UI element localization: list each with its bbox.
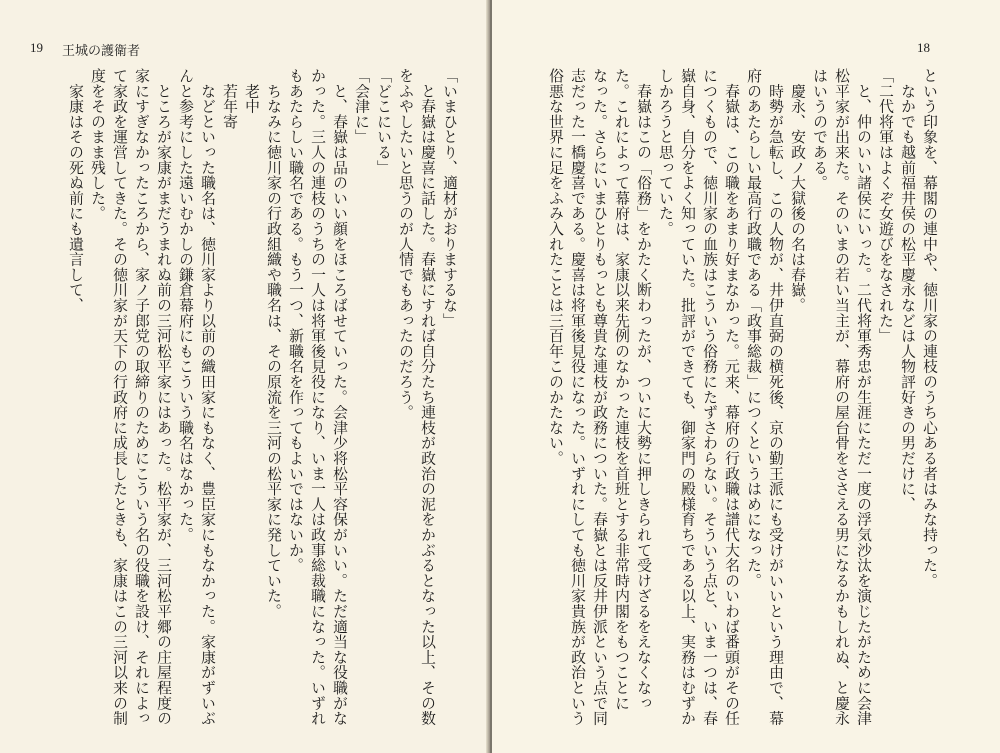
right-page-body — [510, 68, 940, 728]
left-page-body — [15, 68, 460, 728]
text-line: 度をそのまま残した。 — [89, 68, 106, 221]
text-line: と、春嶽は品のいい顔をほころばせていった。会津少将松平容保がいい。ただ適当な役職がな — [331, 68, 348, 726]
text-line: た。これによって幕府は、家康以来先例のなかった連枝を首班とする非常時内閣をもつことに — [613, 68, 630, 711]
text-line: ところが家康がまだうまれぬ前の三河松平家にはあった。松平家が、三河松平郷の庄屋程度の — [155, 68, 172, 726]
text-line: もあたらしい職名である。もう一つ、新職名を作ってもよいではないか。 — [287, 68, 304, 573]
text-line: 「いまひとり、適材がおりまするな」 — [441, 68, 458, 329]
text-line: 「どこにいる」 — [375, 68, 392, 176]
text-line: 俗悪な世界に足をふみ入れたことは三百年このかたない。 — [547, 68, 564, 466]
text-line: 松平家が出来た。そのいまの若い当主が、幕府の屋台骨をささえる男になるかもしれぬ、と慶永 — [833, 68, 850, 726]
left-page — [0, 0, 490, 753]
text-line: 嶽自身、自分をよく知っていた。批評ができても、御家門の殿様育ちである以上、実務はむずか — [679, 68, 696, 726]
text-line: などといった職名は、徳川家より以前の織田家にもなく、豊臣家にもなかった。家康がずいぶ — [199, 68, 216, 726]
text-line: かった。三人の連枝のうちの一人は将軍後見役になり、いま一人は政事総裁職になった。いずれ — [309, 68, 326, 726]
text-line: 家にすぎなかったころから、家ノ子郎党の取締りのためにこういう名の役職を設け、それによっ — [133, 68, 150, 726]
text-line: 「二代将軍はよくぞ女遊びをなされた」 — [877, 68, 894, 344]
right-page — [492, 0, 1000, 753]
text-line: 春嶽は、この職をあまり好まなかった。元来、幕府の行政職は譜代大名のいわば番頭がその任 — [723, 68, 740, 726]
text-line: なかでも越前福井侯の松平慶永などは人物評好きの男だけに、 — [899, 68, 916, 512]
text-line: と春嶽は慶喜に話した。春嶽にすれば自分たち連枝が政治の泥をかぶるとなった以上、その数 — [419, 68, 436, 726]
text-line: をふやしたいと思うのが人情でもあったのだろう。 — [397, 68, 414, 420]
text-line: 志だった一橋慶喜である。慶喜は将軍後見役になった。いずれにしても徳川家貴族が政治という — [569, 68, 586, 726]
text-line: と、仲のいい諸侯にいった。二代将軍秀忠が生涯にただ一度の浮気沙汰を演じたがために会津 — [855, 68, 872, 726]
text-line: 府のあたらしい最高行政職である「政事総裁」につくというはめになった。 — [745, 68, 762, 589]
text-line: んと参考にした遠いむかしの鎌倉幕府にもこういう職名はなかった。 — [177, 68, 194, 543]
text-line: 家康はその死ぬ前にも遺言して、 — [67, 68, 84, 313]
text-line: 「会津に」 — [353, 68, 370, 145]
text-line: て家政を運営してきた。その徳川家が天下の行政府に成長したときも、家康はこの三河以来の制 — [111, 68, 128, 726]
text-line: につくもので、徳川家の血族はこういう俗務にたずさわらない。そういう点と、いま一つは、春 — [701, 68, 718, 726]
text-line: 時勢が急転し、この人物が、井伊直弼の横死後、京の勤王派にも受けがいいという理由で、幕 — [767, 68, 784, 726]
text-line: はいうのである。 — [811, 68, 828, 191]
text-line: しかろうと思っていた。 — [657, 68, 674, 237]
page-number-left: 19 — [30, 40, 43, 55]
text-line: という印象を、幕閣の連中や、徳川家の連枝のうち心ある者はみな持った。 — [921, 68, 938, 589]
text-line: ちなみに徳川家の行政組織や職名は、その原流を三河の松平家に発していた。 — [265, 68, 282, 619]
text-line: 春嶽はこの「俗務」をかたく断わったが、ついに大勢に押しきられて受けざるをえなくなっ — [635, 68, 652, 711]
page-number-right: 18 — [917, 40, 930, 55]
running-title: 王城の護衛者 — [62, 44, 141, 59]
text-line: 老中 — [243, 68, 260, 114]
text-line: 慶永、安政ノ大獄後の名は春嶽。 — [789, 68, 806, 313]
text-line: なった。さらにいまひとりもっとも尊貴な連枝が政務についた。春嶽とは反井伊派という点で同 — [591, 68, 608, 726]
text-line: 若年寄 — [221, 68, 238, 130]
